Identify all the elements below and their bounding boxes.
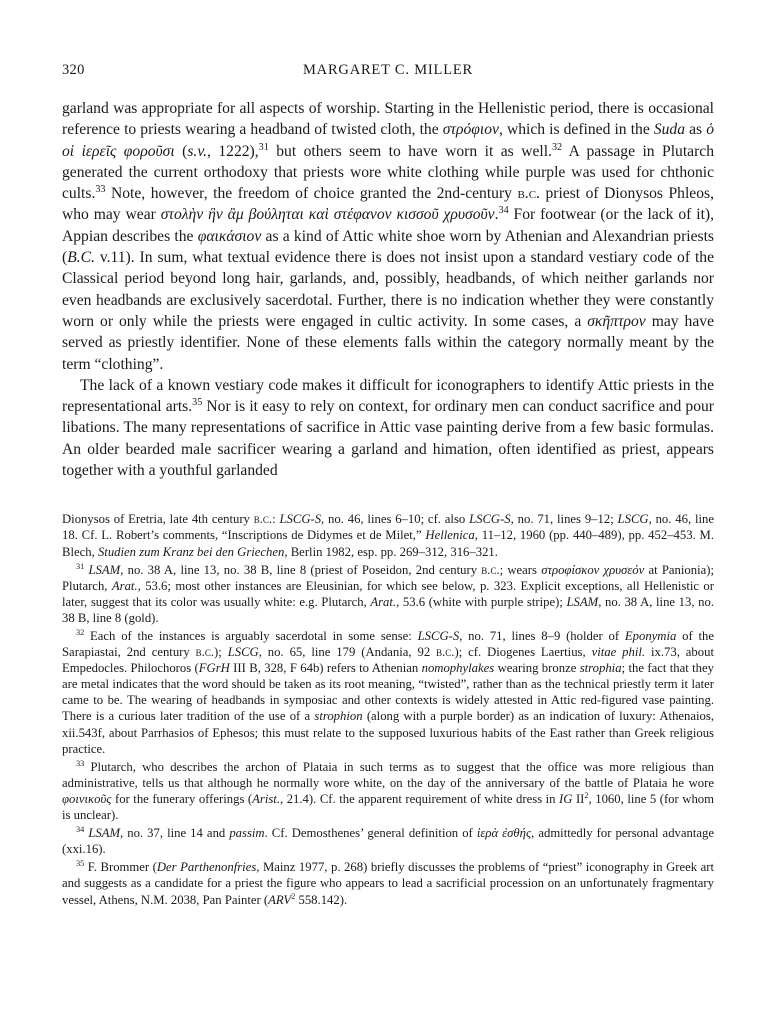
italic-text: Arist. — [252, 791, 280, 806]
text-run: , admittedly for personal advantage (xxi.16). — [62, 826, 714, 857]
text-run: . — [494, 206, 499, 224]
text-run: at Panionia); Plutarch, — [62, 562, 714, 593]
italic-text: Hellenica — [425, 528, 475, 543]
text-run: , 53.6 (white with purple stripe); — [396, 594, 567, 609]
text-run: , no. 38 A, line 13, no. 38 B, line 8 (gold). — [62, 594, 714, 625]
italic-text: LSAM — [88, 826, 121, 841]
text-run: F. Brommer ( — [84, 860, 157, 875]
main-text — [62, 98, 714, 481]
italic-text: nomophylakes — [421, 661, 495, 676]
page-header — [62, 62, 714, 84]
footnote-marker: 35 — [76, 859, 85, 869]
italic-text: LSAM — [566, 594, 599, 609]
italic-text: στροφίσκον χρυσεόν — [541, 562, 645, 577]
italic-text: strophion — [314, 709, 363, 724]
running-head: MARGARET C. MILLER — [302, 62, 473, 78]
text-run: For footwear (or the lack of it), Appian describes the — [62, 206, 714, 245]
text-run: . Cf. Demosthenes’ general definition of — [264, 826, 477, 841]
italic-text: ARV — [268, 892, 292, 907]
text-run: , Berlin 1982, esp. pp. 269–312, 316–321. — [284, 544, 498, 559]
footnote-32 — [62, 628, 714, 757]
italic-text: ἱερὰ ἐσθής — [476, 826, 532, 841]
text-run: b.c. — [195, 645, 215, 660]
italic-text: FGrH — [198, 661, 230, 676]
text-run: but others seem to have worn it as well. — [268, 142, 552, 160]
italic-text: στολὴν ἣν ἂμ βούληται καὶ στέφανον κισσοῦ χρυσοῦν — [160, 206, 495, 224]
italic-text: strophia — [579, 661, 622, 676]
footnote-marker: 33 — [76, 758, 85, 768]
text-run: ( — [174, 142, 188, 160]
text-run: , no. 46, line 18. Cf. L. Robert’s comments, “Inscriptions de Didymes et de Milet,” — [62, 512, 714, 543]
italic-text: LSCG — [227, 645, 259, 660]
footnote-marker: 2 — [291, 891, 296, 901]
italic-text: Arat. — [111, 578, 138, 593]
text-run: ; the fact that they are metal indicates that the word should be taken as its root meaning, “twisted”, rather than as the technical priestly term it later came to be. The wearing of headbands in symposiac and other contexts is widely attested in Attic red-figured vase painting. There is a curious later tradition of the use of a — [62, 661, 714, 724]
text-run: II — [572, 791, 585, 806]
text-run: Dionysos of Eretria, late 4th century — [62, 512, 254, 527]
text-run: Plutarch, who describes the archon of Plataia in such terms as to suggest that the office was more religious than administrative, tells us that although he normally wore white, on the day of the anniversary of the battle of Plataia he wore — [62, 759, 714, 790]
text-run: , 1060, line 5 (for whom is unclear). — [62, 791, 714, 823]
text-run: , 1222), — [207, 142, 259, 160]
italic-text: Der Parthenonfries — [156, 860, 257, 875]
footnotes — [62, 511, 714, 907]
italic-text: LSAM — [88, 562, 121, 577]
text-run: ); cf. Diogenes Laertius, — [454, 645, 592, 660]
text-run: , no. 71, lines 9–12; — [510, 512, 618, 527]
text-run: , no. 65, line 179 (Andania, 92 — [258, 645, 437, 660]
footnote-marker: 32 — [76, 627, 85, 637]
text-run: as a kind of Attic white shoe worn by Athenian and Alexandrian priests ( — [62, 227, 715, 267]
text-run: , 53.6; most other instances are Eleusinian, for which see below, p. 323. Explicit exceptions, all Hellenistic or later, suggest that its color was usually white: e.g. Plutarch, — [62, 578, 714, 609]
text-run: b.c. — [481, 562, 500, 577]
text-run: 558.142). — [295, 892, 348, 907]
text-run: , no. 46, lines 6–10; cf. also — [321, 512, 470, 527]
text-run: , 21.4). Cf. the apparent requirement of white dress in — [280, 791, 560, 806]
footnote-34 — [62, 825, 714, 857]
text-run: wearing bronze — [494, 661, 580, 676]
text-run: : — [272, 512, 280, 527]
text-run: , no. 37, line 14 and — [120, 826, 230, 841]
italic-text: LSCG-S — [417, 629, 460, 643]
italic-text: Arat. — [370, 594, 397, 609]
italic-text: passim — [229, 826, 265, 841]
text-run: III B, 328, F 64b) refers to Athenian — [229, 661, 422, 676]
italic-text: φαικάσιον — [197, 227, 262, 245]
body-paragraph-1 — [62, 98, 714, 375]
text-run: as — [685, 121, 707, 139]
text-run: , no. 71, lines 8–9 (holder of — [459, 629, 625, 643]
text-run: , 11–12, 1960 (pp. 440–489), pp. 452–453. M. Blech, — [62, 528, 715, 559]
text-run: , Mainz 1977, p. 268) briefly discusses the problems of “priest” iconography in Greek art and suggests as a candidate for a priest the figure who appears to lead a sacrificial procession on an unfortunately fragmentary vessel, Athens, N.M. 2038, Pan Painter ( — [62, 860, 714, 907]
text-run: (along with a purple border) as an indication of luxury: Athenaios, xii.543f, about Parrhasios of Ephesos; this must relate to the supposed luxurious habits of the East rather than Greek religious practice. — [62, 709, 714, 756]
footnote-continuation — [62, 511, 714, 559]
footnote-marker: 31 — [258, 141, 269, 153]
italic-text: φοινικοῦς — [62, 791, 112, 806]
italic-text: LSCG — [617, 512, 649, 527]
footnote-marker: 32 — [551, 141, 563, 153]
footnote-35 — [62, 859, 714, 907]
italic-text: LSCG-S — [469, 512, 511, 527]
footnote-33 — [62, 759, 714, 823]
text-run: b.c. — [253, 512, 273, 527]
text-run: ); — [214, 645, 228, 660]
page-number: 320 — [62, 62, 85, 78]
text-run: b.c. — [436, 645, 455, 660]
italic-text: Eponymia — [624, 629, 677, 643]
italic-text: IG — [559, 791, 573, 806]
footnote-marker: 34 — [498, 205, 509, 217]
italic-text: στρόφιον — [442, 121, 499, 139]
footnote-marker: 34 — [76, 824, 85, 834]
text-run: Nor is it easy to rely on context, for ordinary men can conduct sacrifice and pour libations. The many representations of sacrifice in Attic vase painting derive from a few basic formulas. An older bearded male sacrificer wearing a garland and himation, often identified as priest, appears together with a youthful garlanded — [62, 398, 714, 480]
italic-text: vitae phil. — [591, 645, 646, 660]
footnote-31 — [62, 562, 714, 626]
text-run: ix.73, about Empedocles. Philochoros ( — [62, 645, 714, 676]
italic-text: σκῆπτρον — [587, 312, 646, 330]
text-run: b.c. — [517, 185, 540, 203]
italic-text: ὁ οἱ ἱερεῖς φοροῦσι — [62, 121, 714, 160]
text-run: The lack of a known vestiary code makes it difficult for iconographers to identify Attic priests in the representational arts. — [62, 376, 714, 416]
italic-text: Studien zum Kranz bei den Griechen — [97, 544, 285, 559]
text-run: ; wears — [499, 562, 542, 577]
footnote-marker: 35 — [192, 396, 203, 408]
text-run: priest of Dionysos Phleos, who may wear — [62, 185, 714, 224]
footnote-marker: 33 — [95, 184, 106, 195]
text-run: Note, however, the freedom of choice granted the 2nd-century — [105, 185, 518, 203]
italic-text: s.v. — [187, 142, 207, 160]
footnote-marker: 31 — [76, 561, 85, 571]
text-run: may have served as priestly identifier. None of these elements falls within the category normally meant by the term “clothing”. — [62, 312, 714, 373]
journal-page — [62, 62, 714, 908]
italic-text: LSCG-S — [279, 512, 322, 527]
italic-text: B.C. — [67, 249, 95, 267]
text-run: , which is defined in the — [498, 121, 654, 139]
text-run: for the funerary offerings ( — [111, 791, 253, 806]
text-run: Each of the instances is arguably sacerdotal in some sense: — [84, 629, 418, 643]
body-paragraph-2 — [62, 375, 714, 481]
footnote-marker: 2 — [584, 790, 589, 800]
text-run: v.11). In sum, what textual evidence there is does not insist upon a standard vestiary code of the Classical period beyond long hair, garlands, and, possibly, headbands, of which neither garlands nor even headbands are exclusively sacerdotal. Further, there is no indication whether they were constantly worn or only while the priests were engaged in cultic activity. In some cases, a — [62, 249, 714, 330]
text-run: garland was appropriate for all aspects of worship. Starting in the Hellenistic period, there is occasional reference to priests wearing a headband of twisted cloth, the — [62, 100, 714, 139]
text-run: A passage in Plutarch generated the current orthodoxy that priests wore white clothing while purple was used for chthonic cults. — [62, 142, 715, 203]
italic-text: Suda — [653, 121, 686, 139]
text-run: , no. 38 A, line 13, no. 38 B, line 8 (priest of Poseidon, 2nd century — [120, 562, 482, 577]
text-run: of the Sarapiastai, 2nd century — [62, 629, 714, 660]
